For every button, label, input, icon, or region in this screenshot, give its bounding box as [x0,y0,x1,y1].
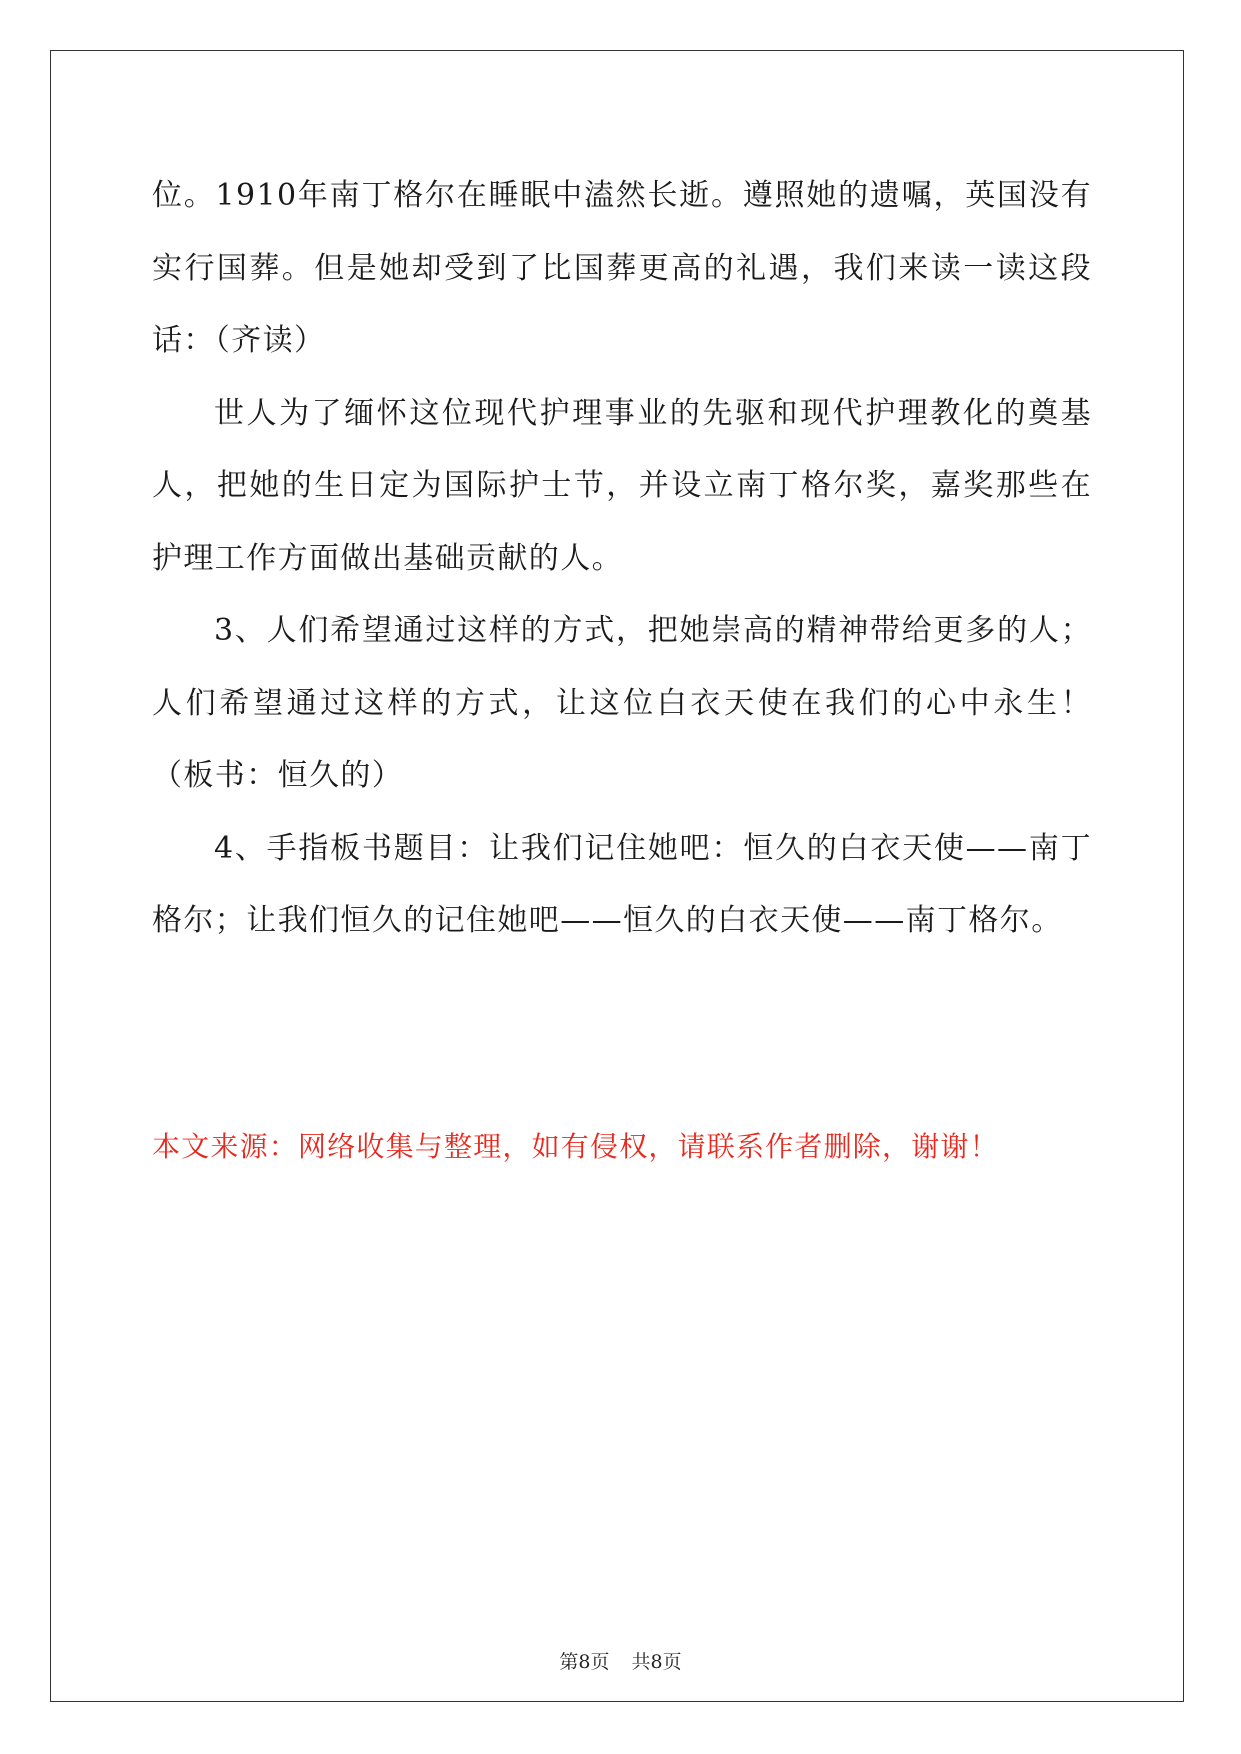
paragraph-1: 位。1910年南丁格尔在睡眠中溘然长逝。遵照她的遗嘱，英国没有实行国葬。但是她却受到了比国葬更高的礼遇，我们来读一读这段话：（齐读） [152,178,1092,358]
page-number: 第8页 [559,1651,610,1673]
paragraph-4: 4、手指板书题目：让我们记住她吧：恒久的白衣天使——南丁格尔；让我们恒久的记住她吧——恒久的白衣天使——南丁格尔。 [152,830,1092,938]
document-body [152,160,1092,958]
source-note: 本文来源：网络收集与整理，如有侵权，请联系作者删除，谢谢！ [152,1130,999,1163]
paragraph-2: 世人为了缅怀这位现代护理事业的先驱和现代护理教化的奠基人，把她的生日定为国际护士节，并设立南丁格尔奖，嘉奖那些在护理工作方面做出基础贡献的人。 [152,395,1092,576]
page-total: 共8页 [631,1651,682,1673]
paragraph-3: 3、人们希望通过这样的方式，把她崇高的精神带给更多的人；人们希望通过这样的方式，让这位白衣天使在我们的心中永生！（板书：恒久的） [152,613,1092,793]
page-footer [0,1650,1241,1674]
